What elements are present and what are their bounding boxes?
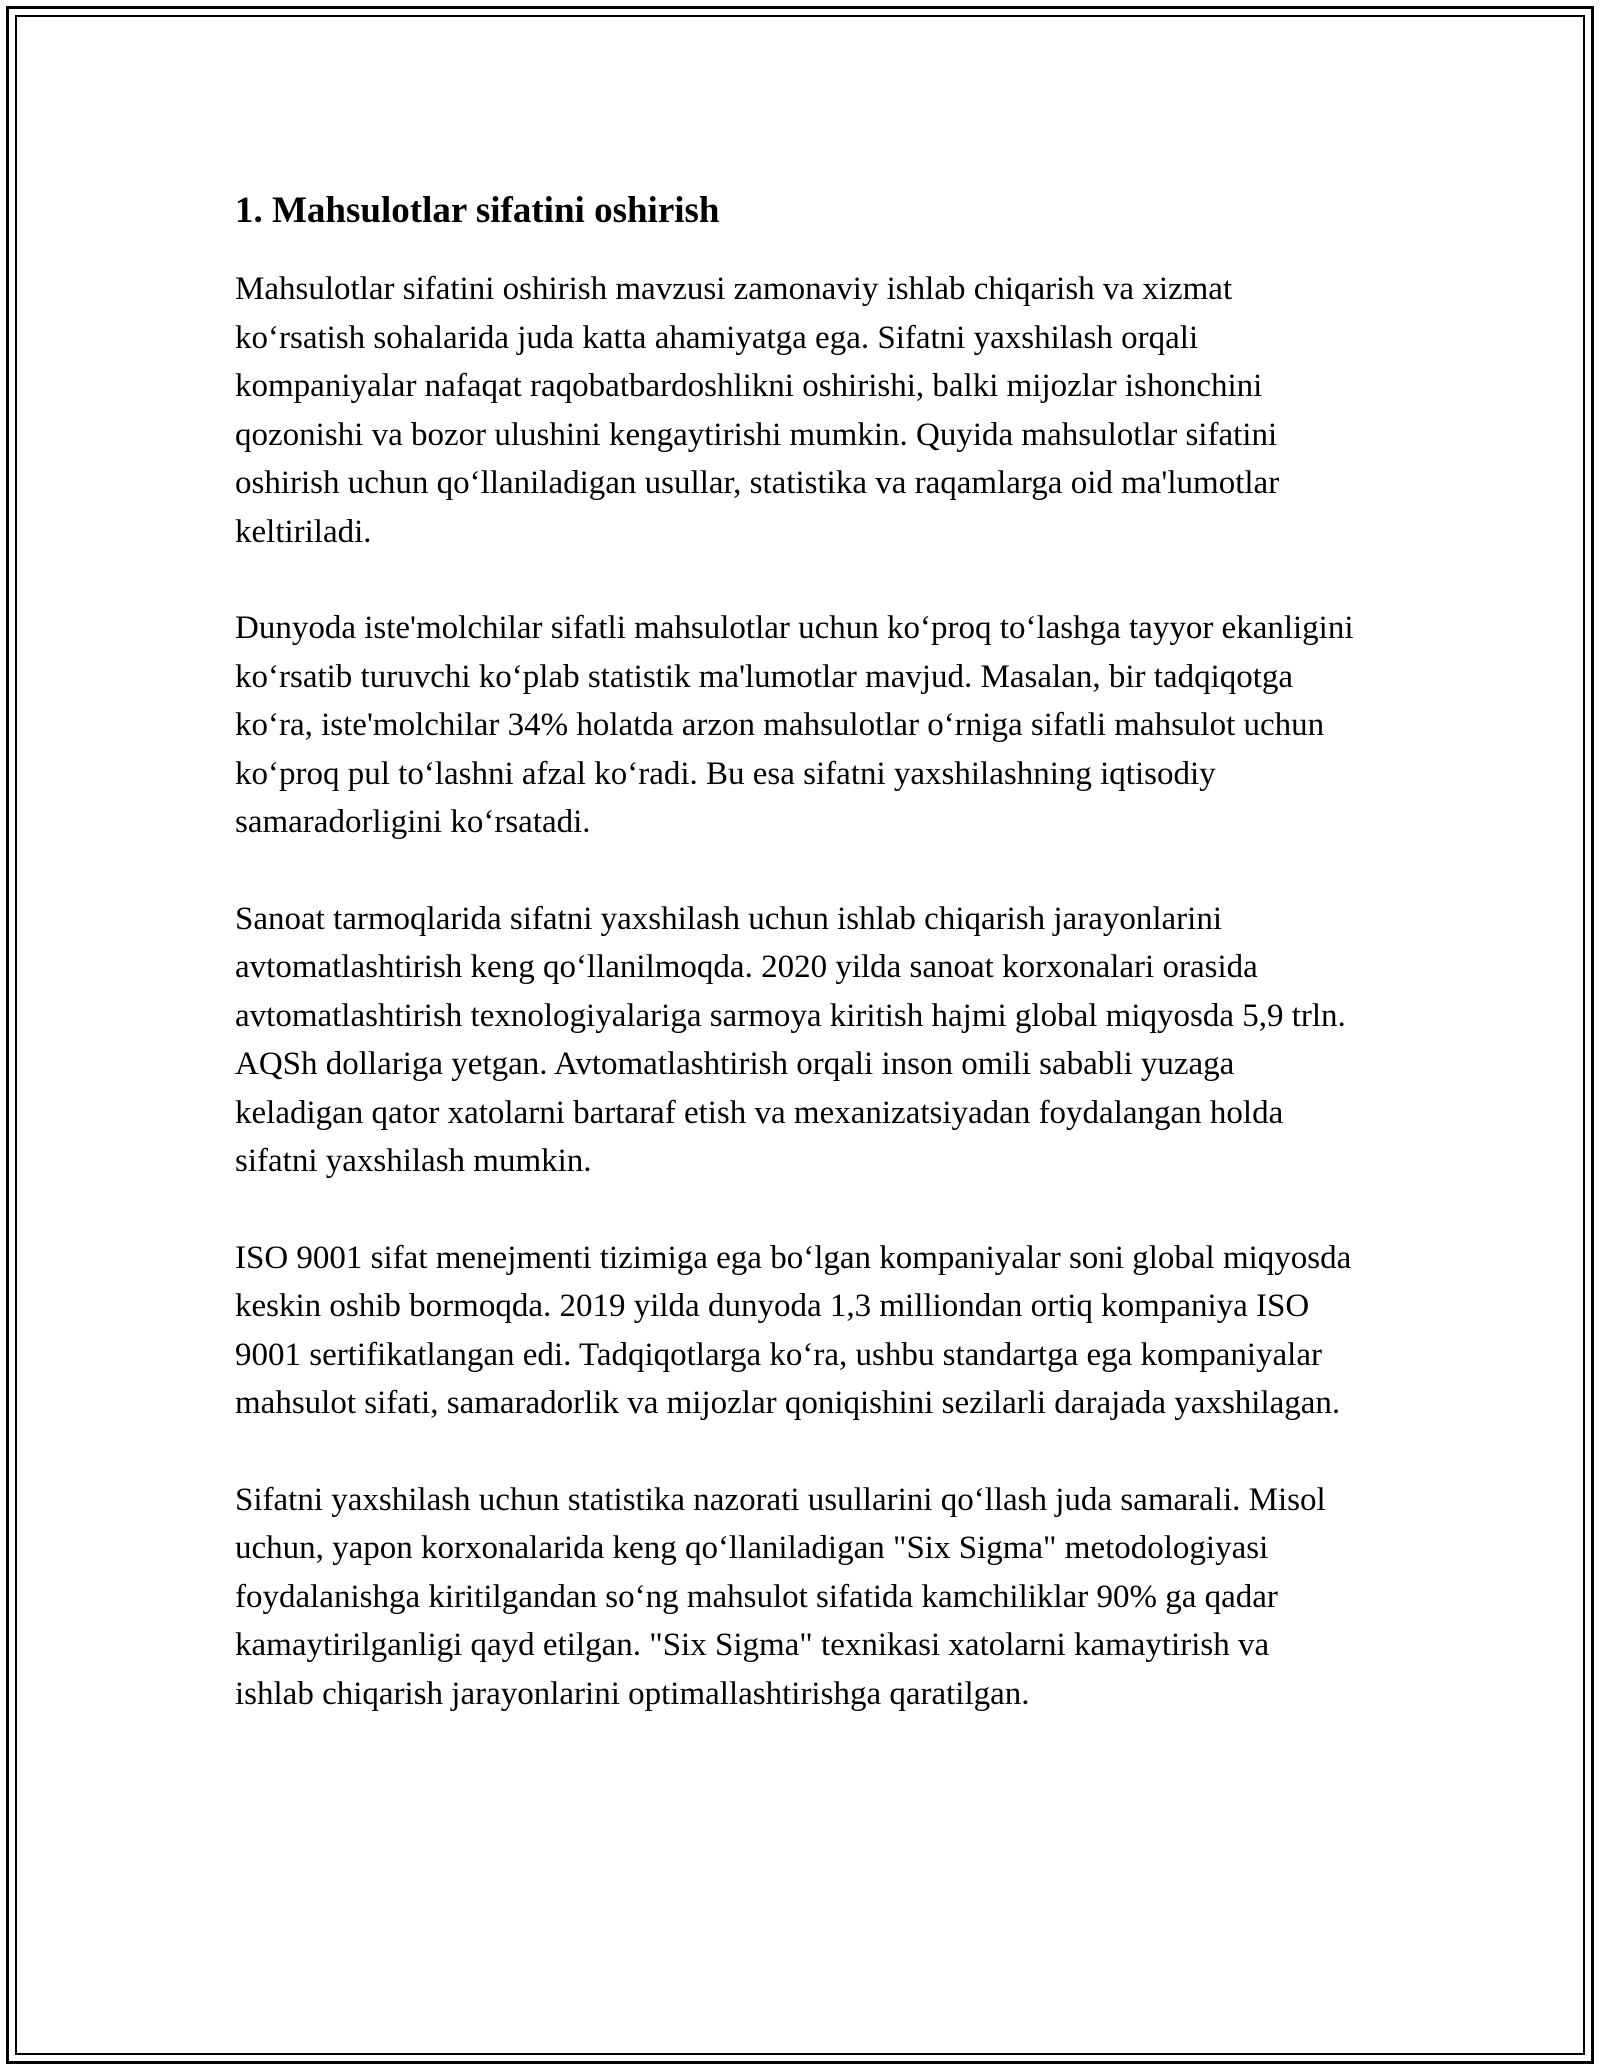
paragraph-consumer-statistics: Dunyoda iste'molchilar sifatli mahsulotlar uchun ko‘proq to‘lashga tayyor ekanligini ko‘rsatib turuvchi ko‘plab statistik ma'lumotlar mavjud. Masalan, bir tadqiqotga ko‘ra, iste'molchilar 34% holatda arzon mahsulotlar o‘rniga sifatli mahsulot uchun ko‘proq pul to‘lashni afzal ko‘radi. Bu esa sifatni yaxshilashning iqtisodiy samaradorligini ko‘rsatadi.: [235, 610, 1354, 840]
section-heading: 1. Mahsulotlar sifatini oshirish: [235, 190, 720, 231]
paragraph-six-sigma: Sifatni yaxshilash uchun statistika nazorati usullarini qo‘llash juda samarali. Misol uchun, yapon korxonalarida keng qo‘llaniladigan "Six Sigma" metodologiyasi foydalanishga kiritilgandan so‘ng mahsulot sifatida kamchiliklar 90% ga qadar kamaytirilganligi qayd etilgan. "Six Sigma" texnikasi xatolarni kamaytirish va ishlab chiqarish jarayonlarini optimallashtirishga qaratilgan.: [235, 1481, 1326, 1712]
paragraph-iso-9001: ISO 9001 sifat menejmenti tizimiga ega bo‘lgan kompaniyalar soni global miqyosda keskin oshib bormoqda. 2019 yilda dunyoda 1,3 milliondan ortiq kompaniya ISO 9001 sertifikatlangan edi. Tadqiqotlarga ko‘ra, ushbu standartga ega kompaniyalar mahsulot sifati, samaradorlik va mijozlar qoniqishini sezilarli darajada yaxshilagan.: [235, 1239, 1352, 1421]
paragraph-intro: Mahsulotlar sifatini oshirish mavzusi zamonaviy ishlab chiqarish va xizmat ko‘rsatish sohalarida juda katta ahamiyatga ega. Sifatni yaxshilash orqali kompaniyalar nafaqat raqobatbardoshlikni oshirishi, balki mijozlar ishonchini qozonishi va bozor ulushini kengaytirishi mumkin. Quyida mahsulotlar sifatini oshirish uchun qo‘llaniladigan usullar, statistika va raqamlarga oid ma'lumotlar keltiriladi.: [235, 271, 1280, 550]
document-body: [235, 185, 1355, 1766]
paragraph-automation: Sanoat tarmoqlarida sifatni yaxshilash uchun ishlab chiqarish jarayonlarini avtomatlashtirish keng qo‘llanilmoqda. 2020 yilda sanoat korxonalari orasida avtomatlashtirish texnologiyalariga sarmoya kiritish hajmi global miqyosda 5,9 trln. AQSh dollariga yetgan. Avtomatlashtirish orqali inson omili sababli yuzaga keladigan qator xatolarni bartaraf etish va mexanizatsiyadan foydalangan holda sifatni yaxshilash mumkin.: [235, 900, 1346, 1179]
